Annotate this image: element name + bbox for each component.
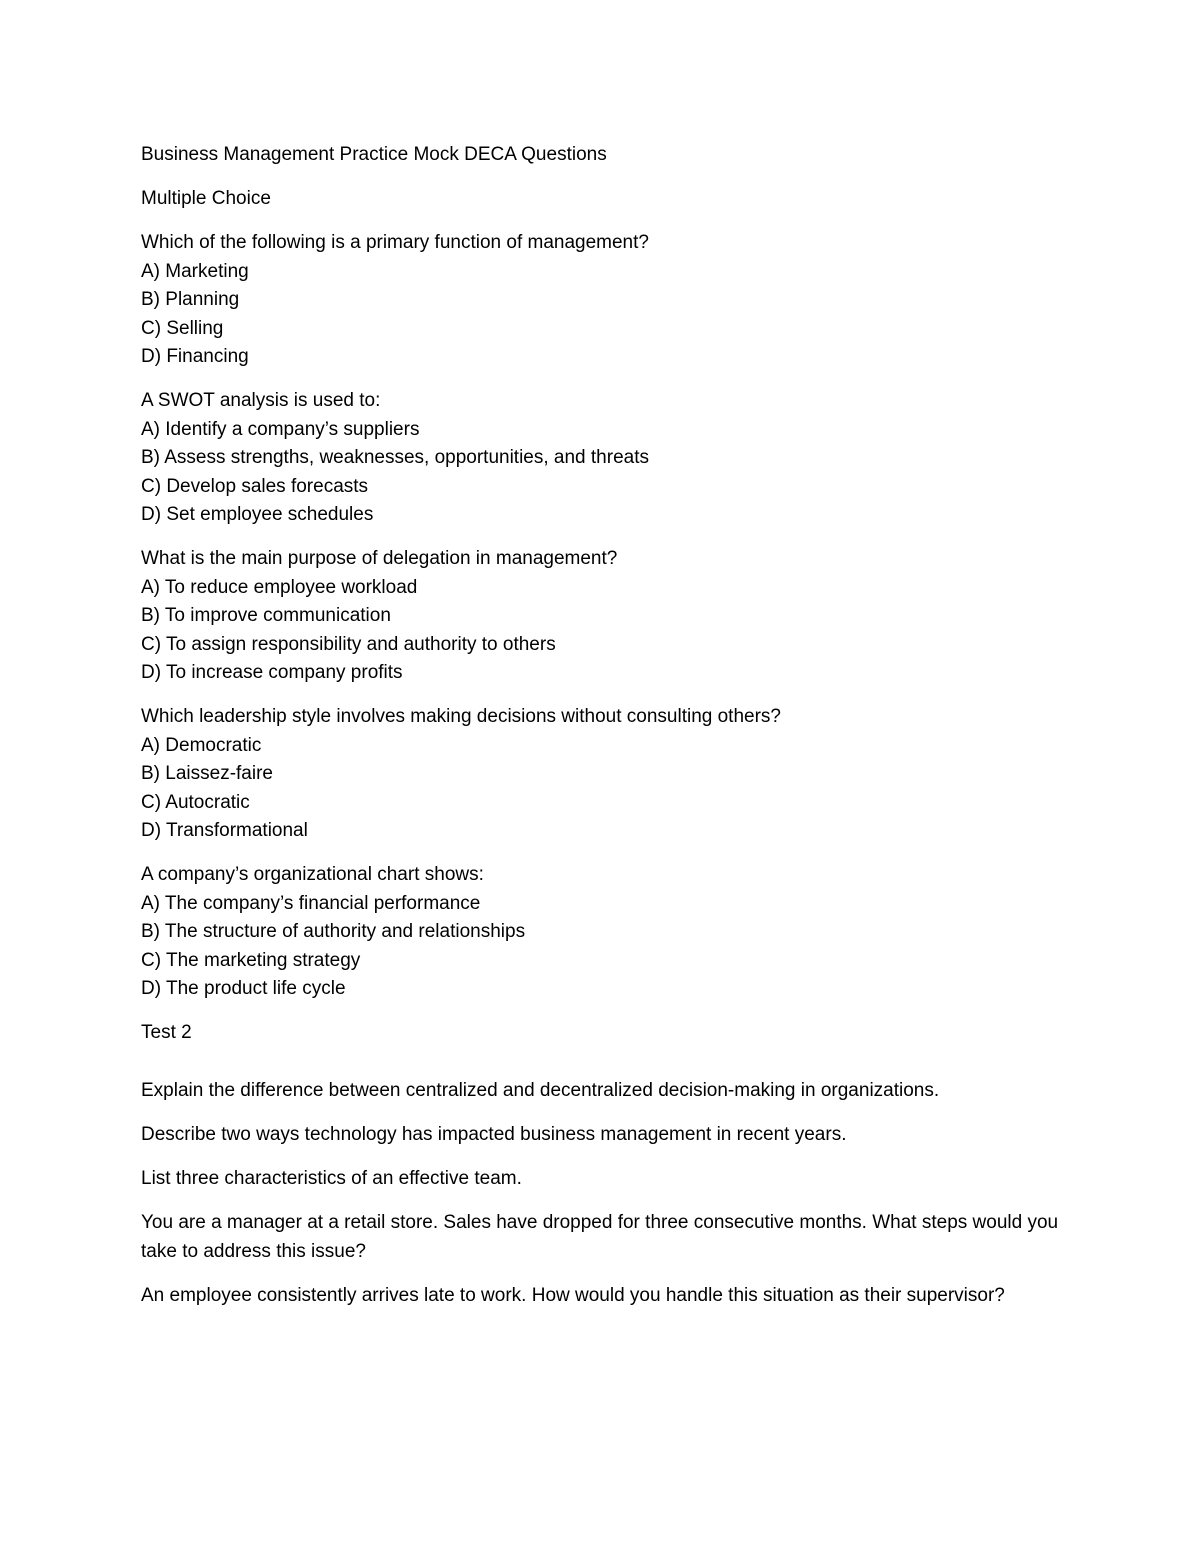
question-2 (141, 387, 1071, 530)
answer-option: A) Identify a company’s suppliers (141, 418, 420, 440)
answer-option: C) Autocratic (141, 791, 250, 813)
answer-option: B) Laissez-faire (141, 763, 273, 784)
open-question: You are a manager at a retail store. Sales have dropped for three consecutive months. What steps would you take to address this issue? (141, 1212, 1059, 1262)
answer-option: D) Set employee schedules (141, 504, 374, 525)
answer-option: C) To assign responsibility and authority to others (141, 633, 556, 655)
open-question: Describe two ways technology has impacted business management in recent years. (141, 1124, 847, 1145)
question-prompt: Which of the following is a primary function of management? (141, 232, 649, 253)
document-title: Business Management Practice Mock DECA Questions (141, 144, 607, 165)
question-1 (141, 229, 1071, 372)
answer-option: A) To reduce employee workload (141, 576, 418, 598)
answer-option: A) The company’s financial performance (141, 892, 481, 914)
question-5 (141, 861, 1071, 1004)
question-prompt: A company’s organizational chart shows: (141, 864, 484, 885)
answer-option: B) Assess strengths, weaknesses, opportunities, and threats (141, 447, 649, 468)
question-prompt: What is the main purpose of delegation in management? (141, 548, 618, 569)
question-prompt: A SWOT analysis is used to: (141, 390, 381, 411)
document-content (141, 141, 1071, 1326)
answer-option: B) The structure of authority and relationships (141, 921, 526, 942)
answer-option: B) To improve communication (141, 605, 391, 626)
answer-option: D) To increase company profits (141, 662, 403, 683)
question-3 (141, 545, 1071, 688)
answer-option: A) Marketing (141, 260, 249, 282)
section-heading-multiple-choice: Multiple Choice (141, 188, 271, 209)
answer-option: C) The marketing strategy (141, 949, 361, 971)
spacer (141, 1063, 1071, 1077)
answer-option: A) Democratic (141, 734, 262, 756)
open-question: Explain the difference between centralized and decentralized decision-making in organizations. (141, 1080, 940, 1101)
open-question: An employee consistently arrives late to work. How would you handle this situation as their supervisor? (141, 1284, 1005, 1306)
answer-option: D) The product life cycle (141, 978, 346, 999)
open-question: List three characteristics of an effective team. (141, 1168, 522, 1189)
answer-option: C) Selling (141, 317, 224, 339)
section-heading-test-2: Test 2 (141, 1022, 192, 1043)
question-prompt: Which leadership style involves making decisions without consulting others? (141, 706, 781, 727)
answer-option: B) Planning (141, 289, 240, 310)
answer-option: D) Financing (141, 346, 249, 367)
answer-option: D) Transformational (141, 820, 308, 841)
question-4 (141, 703, 1071, 846)
answer-option: C) Develop sales forecasts (141, 475, 369, 497)
